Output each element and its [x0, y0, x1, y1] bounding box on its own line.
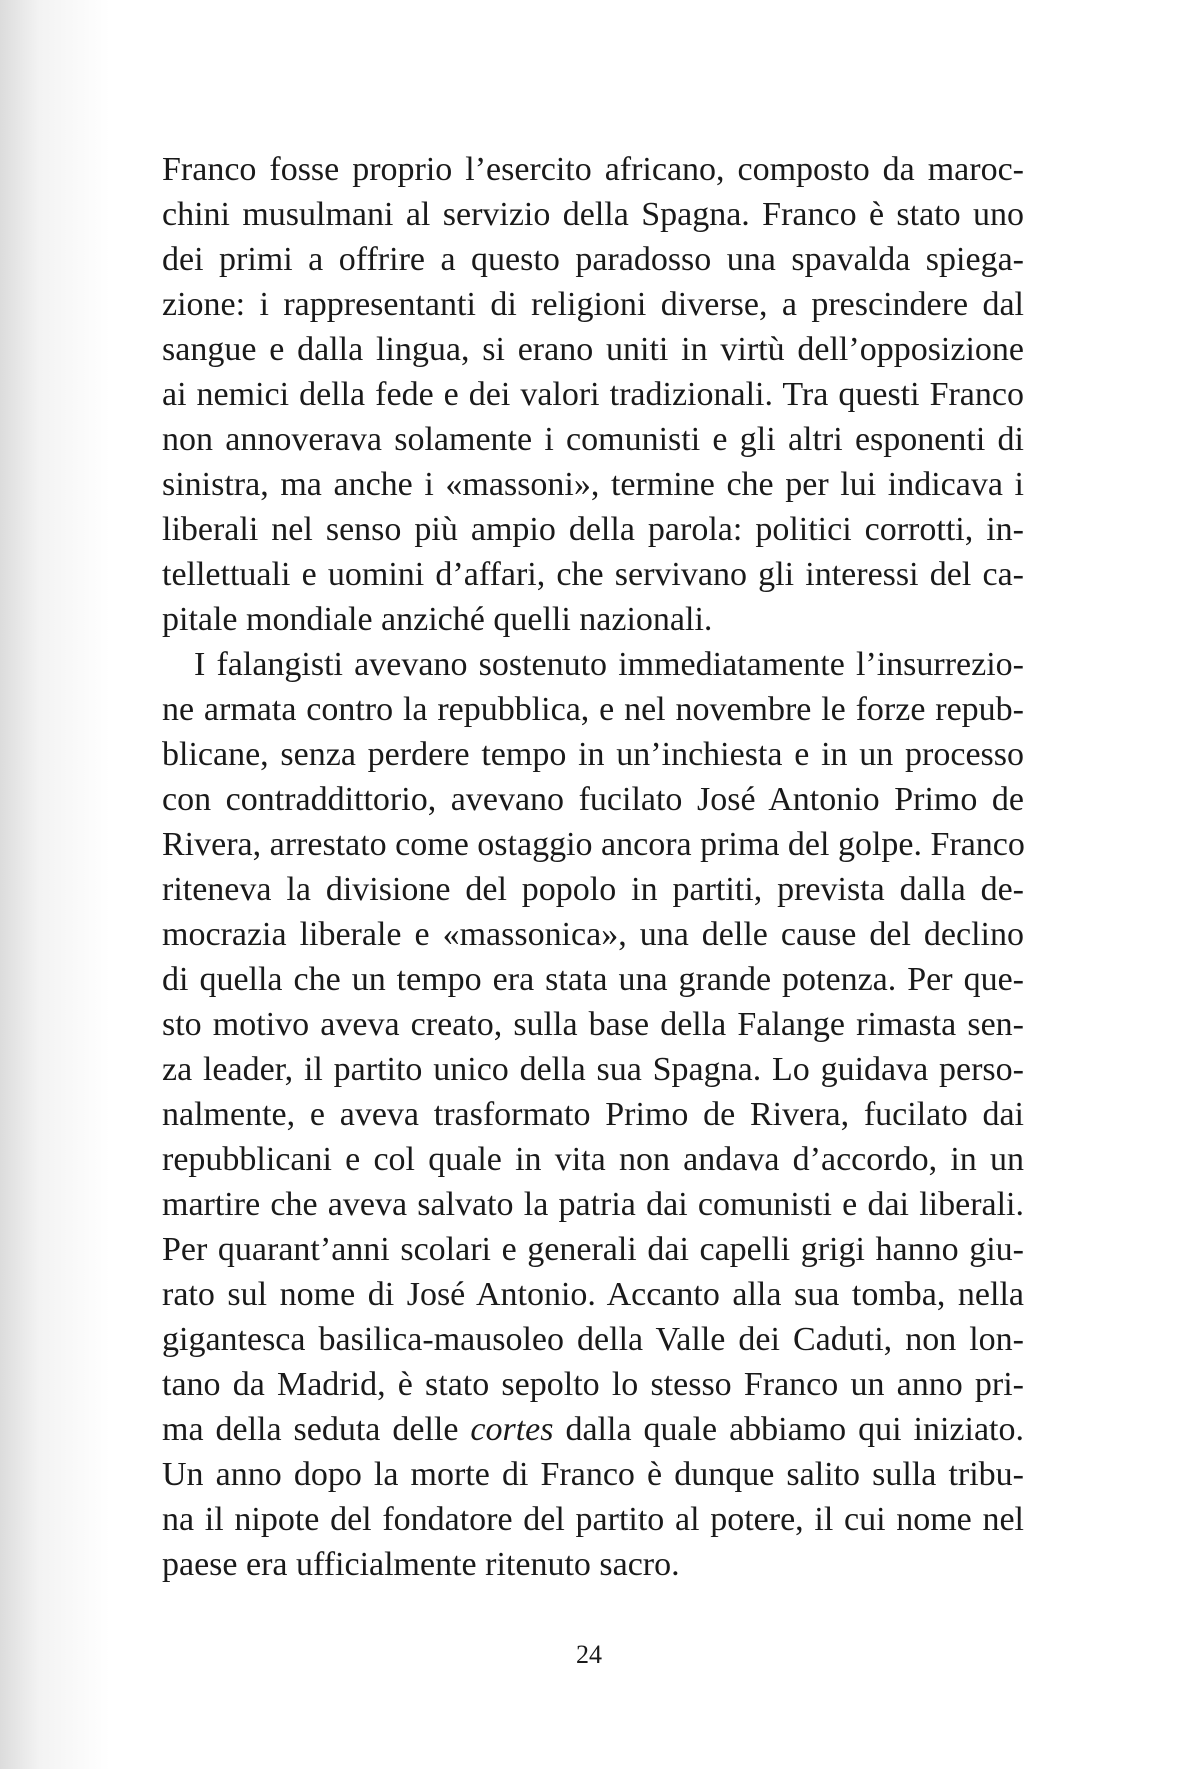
text-line: repubblicani e col quale in vita non andava d’accordo, in un — [162, 1141, 1024, 1178]
text-line: ne armata contro la repubblica, e nel novembre le forze repub- — [162, 691, 1024, 728]
text-line: Un anno dopo la morte di Franco è dunque salito sulla tribu- — [162, 1456, 1024, 1493]
text-line: tellettuali e uomini d’affari, che servivano gli interessi del ca- — [162, 556, 1024, 593]
text-line: blicane, senza perdere tempo in un’inchiesta e in un processo — [162, 736, 1024, 773]
text-run: dalla quale abbiamo qui iniziato. — [553, 1411, 1024, 1448]
text-line: Per quarant’anni scolari e generali dai capelli grigi hanno giu- — [162, 1231, 1024, 1268]
text-line: sto motivo aveva creato, sulla base della Falange rimasta sen- — [162, 1006, 1024, 1043]
text-line: za leader, il partito unico della sua Spagna. Lo guidava perso- — [162, 1051, 1024, 1088]
text-line: gigantesca basilica-mausoleo della Valle dei Caduti, non lon- — [162, 1321, 1024, 1358]
body-text — [162, 147, 1024, 1587]
text-line: chini musulmani al servizio della Spagna. Franco è stato uno — [162, 196, 1024, 233]
text-line: di quella che un tempo era stata una grande potenza. Per que- — [162, 961, 1024, 998]
text-line: mocrazia liberale e «massonica», una delle cause del declino — [162, 916, 1024, 953]
text-line: liberali nel senso più ampio della parola: politici corrotti, in- — [162, 511, 1024, 548]
text-line: Rivera, arrestato come ostaggio ancora prima del golpe. Franco — [162, 826, 1025, 863]
text-line: Franco fosse proprio l’esercito africano, composto da maroc- — [162, 151, 1024, 188]
text-line: riteneva la divisione del popolo in partiti, prevista dalla de- — [162, 871, 1024, 908]
text-run: ma della seduta delle — [162, 1411, 471, 1448]
text-line: ai nemici della fede e dei valori tradizionali. Tra questi Franco — [162, 376, 1024, 413]
text-line: rato sul nome di José Antonio. Accanto alla sua tomba, nella — [162, 1276, 1024, 1313]
text-line: paese era ufficialmente ritenuto sacro. — [162, 1546, 680, 1583]
page-number: 24 — [576, 1640, 602, 1669]
text-line: pitale mondiale anziché quelli nazionali. — [162, 601, 713, 638]
text-line: con contraddittorio, avevano fucilato José Antonio Primo de — [162, 781, 1024, 818]
text-line: martire che aveva salvato la patria dai comunisti e dai liberali. — [162, 1186, 1024, 1223]
text-line: dei primi a offrire a questo paradosso una spavalda spiega- — [162, 241, 1024, 278]
text-line: na il nipote del fondatore del partito al potere, il cui nome nel — [162, 1501, 1024, 1538]
text-line: zione: i rappresentanti di religioni diverse, a prescindere dal — [162, 286, 1024, 323]
text-line-with-italic — [162, 1407, 1024, 1452]
text-line: I falangisti avevano sostenuto immediatamente l’insurrezio- — [194, 646, 1024, 683]
text-line: sinistra, ma anche i «massoni», termine che per lui indicava i — [162, 466, 1024, 503]
text-line: nalmente, e aveva trasformato Primo de Rivera, fucilato dai — [162, 1096, 1024, 1133]
text-line: tano da Madrid, è stato sepolto lo stesso Franco un anno pri- — [162, 1366, 1024, 1403]
text-line: non annoverava solamente i comunisti e gli altri esponenti di — [162, 421, 1024, 458]
text-line: sangue e dalla lingua, si erano uniti in virtù dell’opposizione — [162, 331, 1024, 368]
italic-word: cortes — [470, 1411, 554, 1448]
